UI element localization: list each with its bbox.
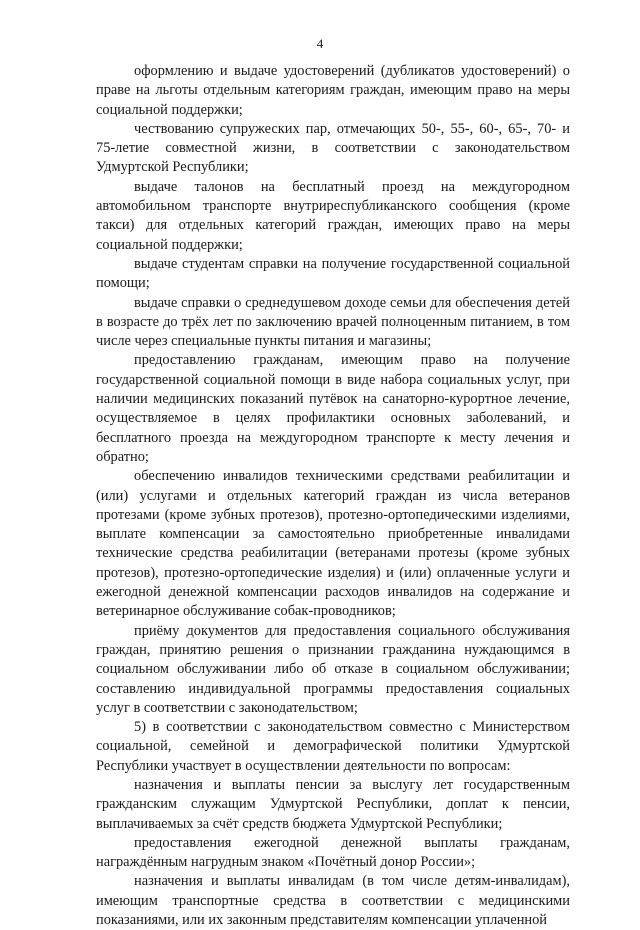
paragraph-pension-seniority: назначения и выплаты пенсии за выслугу лет государственным гражданским служащим Удмуртской Республики, доплат к пенсии, выплачиваемых за счёт средств бюджета Удмуртской Республики; [96, 776, 570, 832]
paragraph-disabled-compensation: назначения и выплаты инвалидам (в том числе детям-инвалидам), имеющим транспортные средства в соответствии с медицинскими показаниями, или их законным представителям компенсации уплаченной [96, 873, 570, 929]
paragraph-income-certificate: выдаче справки о среднедушевом доходе семьи для обеспечения детей в возрасте до трёх лет по заключению врачей полноценным питанием, в том числе через специальные пункты питания и магазины; [96, 294, 570, 350]
paragraph-certificates: оформлению и выдаче удостоверений (дубликатов удостоверений) о праве на льготы отдельным категориям граждан, имеющим право на меры социальной поддержки; [96, 63, 570, 118]
paragraph-donor-payment: предоставления ежегодной денежной выплаты гражданам, награждённым нагрудным знаком «Почётный донор России»; [96, 834, 570, 871]
paragraph-travel-tickets: выдаче талонов на бесплатный проезд на междугородном автомобильном транспорте внутриреспубликанского сообщения (кроме такси) для отдельных категорий граждан, имеющих право на меры социальной поддержки; [96, 178, 570, 253]
paragraph-social-service-documents: приёму документов для предоставления социального обслуживания граждан, принятию решения о признании гражданина нуждающимся в социальном обслуживании либо об отказе в социальном обслуживании; составлению индивидуальной программы предоставления социальных услуг в соответствии с законодательством; [96, 622, 570, 716]
paragraph-couples-anniversary: чествованию супружеских пар, отмечающих 50-, 55-, 60-, 65-, 70- и 75-летие совместной жизни, в соответствии с законодательством Удмуртской Республики; [96, 120, 570, 176]
paragraph-student-certificate: выдаче студентам справки на получение государственной социальной помощи; [96, 255, 570, 292]
paragraph-item-5: 5) в соответствии с законодательством совместно с Министерством социальной, семейной и демографической политики Удмуртской Республики участвует в осуществлении деятельности по вопросам: [96, 719, 570, 774]
page-number: 4 [316, 36, 324, 51]
document-body [96, 62, 570, 930]
paragraph-sanatorium-vouchers: предоставлению гражданам, имеющим право на получение государственной социальной помощи в виде набора социальных услуг, при наличии медицинских показаний путёвок на санаторно-курортное лечение, осуществляемое в целях профилактики основных заболеваний, и бесплатного проезда на междугородном транспорте к месту лечения и обратно; [96, 352, 570, 465]
paragraph-rehabilitation-means: обеспечению инвалидов техническими средствами реабилитации и (или) услугами и отдельных категорий граждан из числа ветеранов протезами (кроме зубных протезов), протезно-ортопедическими изделиями, выплате компенсации за самостоятельно приобретенные инвалидами технические средства реабилитации (ветеранами протезы (кроме зубных протезов), протезно-ортопедические изделия) и (или) оплаченные услуги и ежегодной денежной компенсации расходов инвалидов на содержание и ветеринарное обслуживание собак-проводников; [96, 468, 570, 620]
